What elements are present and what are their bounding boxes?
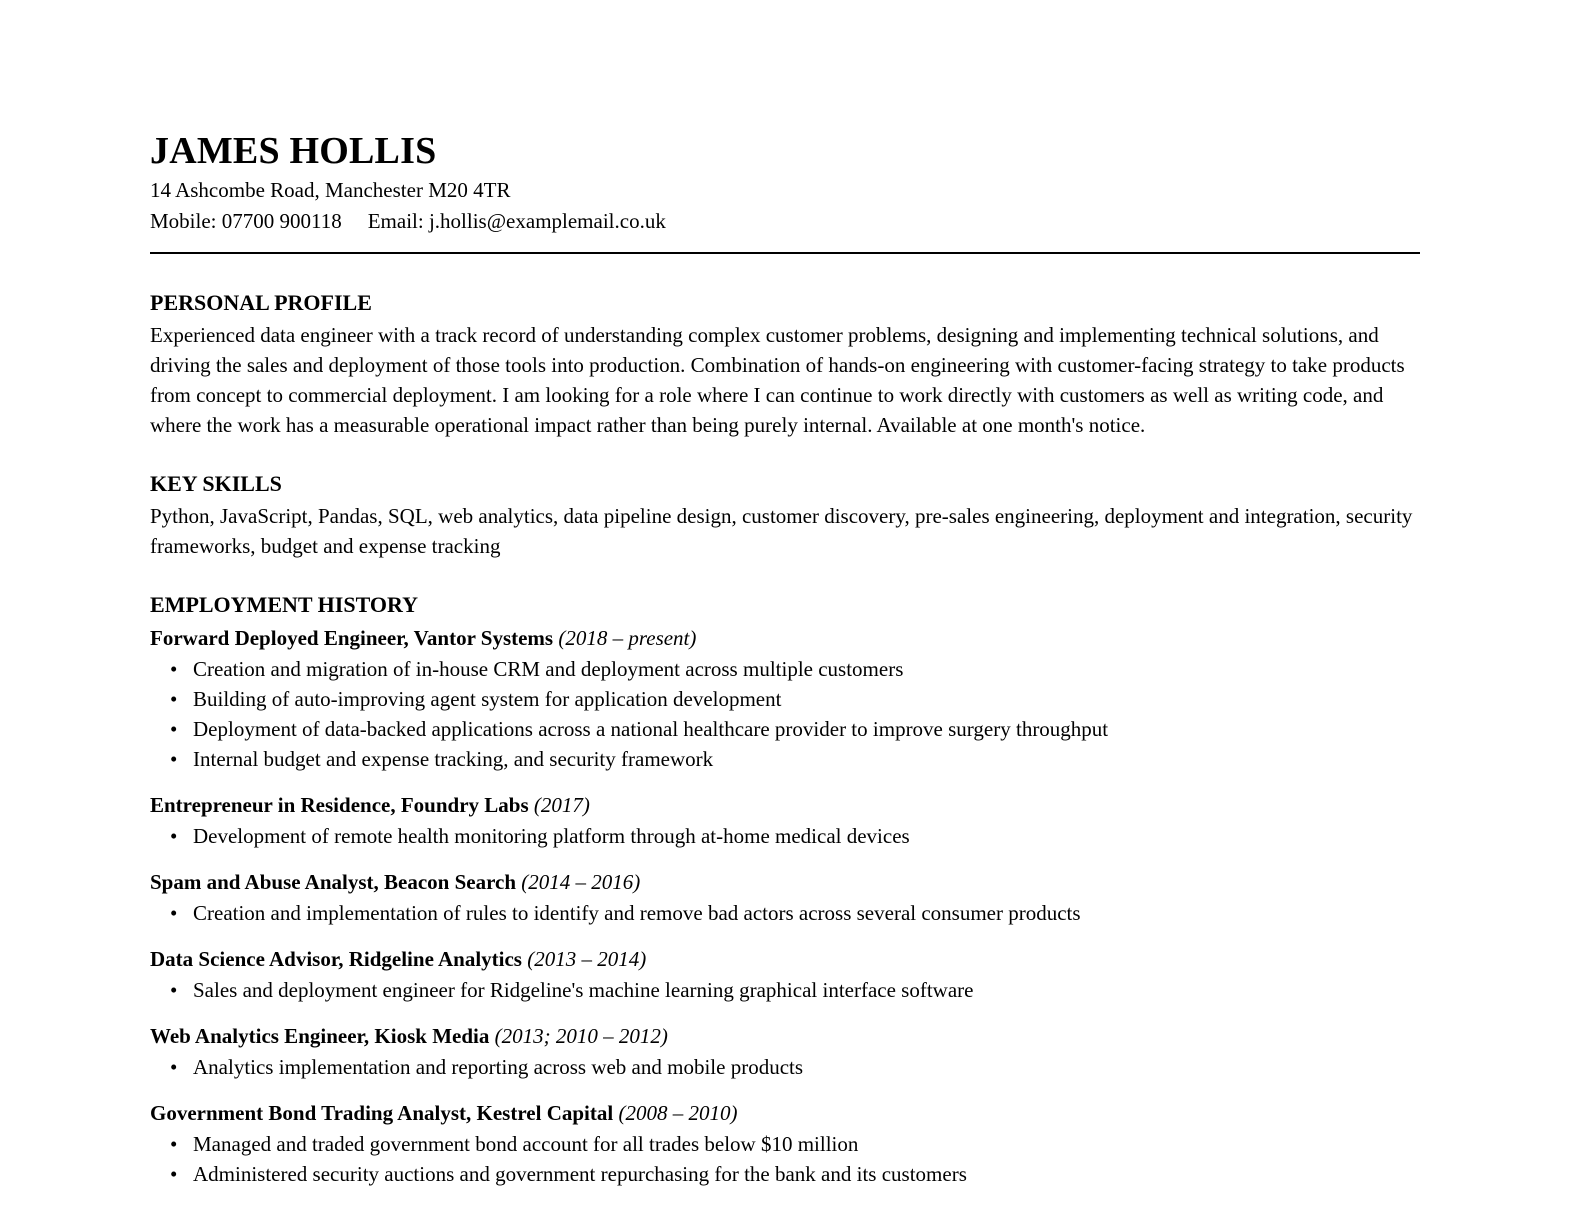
job-bullet-list [150,898,1420,928]
contact-line [150,206,1420,237]
job-list [150,622,1420,1189]
bullet-icon: • [170,657,178,681]
header-divider [150,252,1420,254]
job-role: Entrepreneur in Residence, Foundry Labs [150,793,529,817]
job-bullet-text: Creation and implementation of rules to identify and remove bad actors across several consumer products [193,901,1081,925]
profile-heading: PERSONAL PROFILE [150,290,372,315]
job-dates: (2013 – 2014) [527,947,647,971]
mobile-number: Mobile: 07700 900118 [150,209,342,233]
job-bullet [150,654,1420,684]
bullet-icon: • [170,1055,178,1079]
job-role: Government Bond Trading Analyst, Kestrel Capital [150,1101,614,1125]
skills-section [150,469,1420,561]
resume-page [150,127,1420,1189]
job-bullet [150,684,1420,714]
job-entry [150,622,1420,774]
job-bullet-text: Managed and traded government bond account for all trades below $10 million [193,1132,859,1156]
email-address: Email: j.hollis@examplemail.co.uk [367,209,666,233]
skills-text: Python, JavaScript, Pandas, SQL, web analytics, data pipeline design, customer discovery, pre-sales engineering, deployment and integration, security frameworks, budget and expense tracking [150,504,1413,558]
job-title-line [150,866,1420,898]
job-role: Spam and Abuse Analyst, Beacon Search [150,870,517,894]
job-bullet [150,1052,1420,1082]
job-bullet-list [150,1129,1420,1189]
employment-section [150,590,1420,1189]
job-bullet-text: Sales and deployment engineer for Ridgeline's machine learning graphical interface software [193,978,974,1002]
job-bullet [150,714,1420,744]
job-dates: (2017) [533,793,590,817]
job-bullet-list [150,1052,1420,1082]
bullet-icon: • [170,1162,178,1186]
candidate-name: JAMES HOLLIS [150,130,437,172]
job-bullet [150,1129,1420,1159]
job-entry [150,1097,1420,1189]
bullet-icon: • [170,1132,178,1156]
bullet-icon: • [170,747,178,771]
job-role: Web Analytics Engineer, Kiosk Media [150,1024,490,1048]
job-title-line [150,789,1420,821]
bullet-icon: • [170,901,178,925]
job-bullet [150,744,1420,774]
job-title-line [150,1020,1420,1052]
job-bullet-text: Creation and migration of in-house CRM and deployment across multiple customers [193,657,904,681]
job-bullet [150,898,1420,928]
bullet-icon: • [170,717,178,741]
address-line: 14 Ashcombe Road, Manchester M20 4TR [150,178,511,202]
employment-heading: EMPLOYMENT HISTORY [150,592,418,617]
job-role: Data Science Advisor, Ridgeline Analytics [150,947,522,971]
job-bullet-text: Development of remote health monitoring platform through at-home medical devices [193,824,910,848]
job-bullet-text: Administered security auctions and government repurchasing for the bank and its customers [193,1162,967,1186]
job-dates: (2008 – 2010) [618,1101,738,1125]
job-dates: (2014 – 2016) [521,870,641,894]
job-bullet [150,1159,1420,1189]
job-bullet [150,821,1420,851]
job-bullet-text: Deployment of data-backed applications across a national healthcare provider to improve surgery throughput [193,717,1109,741]
job-bullet-text: Internal budget and expense tracking, and security framework [193,747,714,771]
job-title-line [150,943,1420,975]
profile-text: Experienced data engineer with a track record of understanding complex customer problems, designing and implementing technical solutions, and driving the sales and deployment of those tools into production. Combination of hands-on engineering with customer-facing strategy to take products from concept to commercial deployment. I am looking for a role where I can continue to work directly with customers as well as writing code, and where the work has a measurable operational impact rather than being purely internal. Available at one month's notice. [150,323,1405,437]
profile-section [150,288,1420,440]
bullet-icon: • [170,824,178,848]
job-bullet-text: Building of auto-improving agent system for application development [193,687,782,711]
job-title-line [150,622,1420,654]
job-entry [150,866,1420,928]
job-dates: (2018 – present) [558,626,697,650]
bullet-icon: • [170,978,178,1002]
job-dates: (2013; 2010 – 2012) [494,1024,668,1048]
skills-heading: KEY SKILLS [150,471,282,496]
job-entry [150,943,1420,1005]
job-title-line [150,1097,1420,1129]
job-bullet [150,975,1420,1005]
job-bullet-list [150,975,1420,1005]
job-entry [150,1020,1420,1082]
job-bullet-list [150,821,1420,851]
bullet-icon: • [170,687,178,711]
job-entry [150,789,1420,851]
job-bullet-text: Analytics implementation and reporting across web and mobile products [193,1055,804,1079]
job-bullet-list [150,654,1420,774]
job-role: Forward Deployed Engineer, Vantor Systems [150,626,554,650]
